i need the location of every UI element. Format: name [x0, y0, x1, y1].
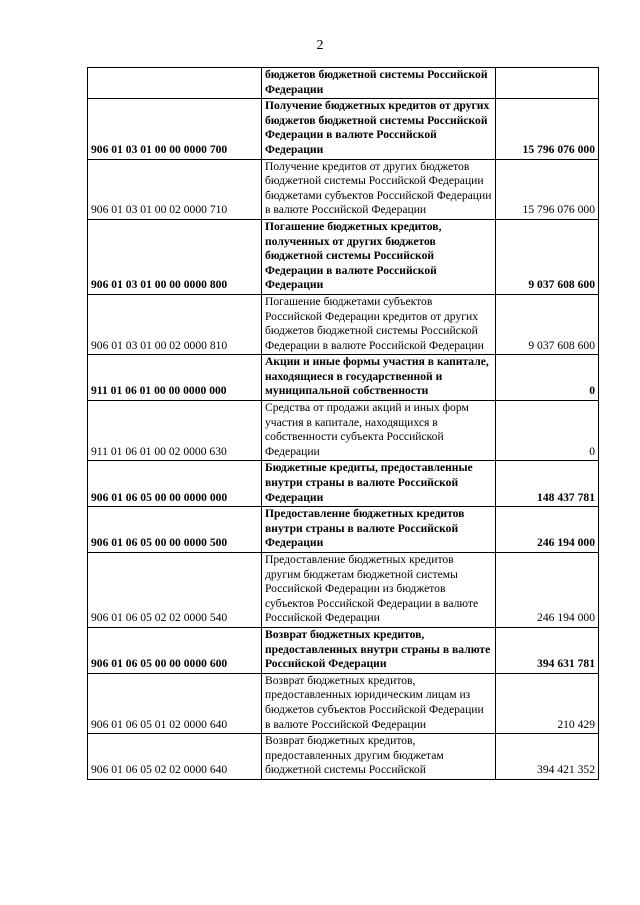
budget-code-cell [88, 68, 262, 99]
table-row [88, 507, 599, 553]
budget-code-cell: 906 01 06 05 02 02 0000 540 [88, 553, 262, 628]
table-body [88, 68, 599, 780]
item-name-cell: Предоставление бюджетных кредитов внутри страны в валюте Российской Федерации [262, 507, 496, 553]
table-row [88, 553, 599, 628]
page-number: 2 [316, 38, 324, 53]
budget-sources-table [87, 67, 599, 780]
budget-code-cell: 906 01 03 01 00 00 0000 800 [88, 219, 262, 294]
budget-code-cell: 911 01 06 01 00 00 0000 000 [88, 355, 262, 401]
item-name-cell: Предоставление бюджетных кредитов другим бюджетам бюджетной системы Российской Федерации из бюджетов субъектов Российской Федерации в валюте Российской Федерации [262, 553, 496, 628]
item-name-cell: Получение бюджетных кредитов от других бюджетов бюджетной системы Российской Федерации в валюте Российской Федерации [262, 99, 496, 159]
item-name-cell: Получение кредитов от других бюджетов бюджетной системы Российской Федерации бюджетами субъектов Российской Федерации в валюте Российской Федерации [262, 159, 496, 219]
amount-cell: 210 429 [496, 673, 599, 733]
table-row [88, 627, 599, 673]
item-name-cell: Возврат бюджетных кредитов, предоставленных внутри страны в валюте Российской Федерации [262, 627, 496, 673]
amount-cell: 246 194 000 [496, 553, 599, 628]
item-name-cell: Средства от продажи акций и иных форм участия в капитале, находящихся в собственности субъекта Российской Федерации [262, 401, 496, 461]
budget-code-cell: 906 01 06 05 00 00 0000 600 [88, 627, 262, 673]
amount-cell: 148 437 781 [496, 461, 599, 507]
table-row [88, 401, 599, 461]
amount-cell [496, 68, 599, 99]
budget-code-cell: 906 01 03 01 00 02 0000 810 [88, 294, 262, 354]
amount-cell: 394 421 352 [496, 734, 599, 780]
item-name-cell: Акции и иные формы участия в капитале, находящиеся в государственной и муниципальной собственности [262, 355, 496, 401]
amount-cell: 9 037 608 600 [496, 294, 599, 354]
budget-code-cell: 906 01 06 05 00 00 0000 000 [88, 461, 262, 507]
amount-cell: 394 631 781 [496, 627, 599, 673]
budget-code-cell: 906 01 06 05 01 02 0000 640 [88, 673, 262, 733]
item-name-cell: Погашение бюджетами субъектов Российской Федерации кредитов от других бюджетов бюджетной системы Российской Федерации в валюте Российской Федерации [262, 294, 496, 354]
budget-code-cell: 906 01 06 05 00 00 0000 500 [88, 507, 262, 553]
table-row [88, 355, 599, 401]
table-row [88, 294, 599, 354]
amount-cell: 9 037 608 600 [496, 219, 599, 294]
budget-code-cell: 911 01 06 01 00 02 0000 630 [88, 401, 262, 461]
table-row [88, 734, 599, 780]
item-name-cell: Возврат бюджетных кредитов, предоставленных другим бюджетам бюджетной системы Российской [262, 734, 496, 780]
item-name-cell: Бюджетные кредиты, предоставленные внутри страны в валюте Российской Федерации [262, 461, 496, 507]
amount-cell: 15 796 076 000 [496, 99, 599, 159]
amount-cell: 15 796 076 000 [496, 159, 599, 219]
table-row [88, 68, 599, 99]
table-row [88, 673, 599, 733]
amount-cell: 0 [496, 401, 599, 461]
budget-code-cell: 906 01 06 05 02 02 0000 640 [88, 734, 262, 780]
item-name-cell: Погашение бюджетных кредитов, полученных от других бюджетов бюджетной системы Российской Федерации в валюте Российской Федерации [262, 219, 496, 294]
amount-cell: 0 [496, 355, 599, 401]
table-row [88, 159, 599, 219]
budget-code-cell: 906 01 03 01 00 00 0000 700 [88, 99, 262, 159]
table-row [88, 461, 599, 507]
item-name-cell: бюджетов бюджетной системы Российской Федерации [262, 68, 496, 99]
budget-code-cell: 906 01 03 01 00 02 0000 710 [88, 159, 262, 219]
table-row [88, 219, 599, 294]
item-name-cell: Возврат бюджетных кредитов, предоставленных юридическим лицам из бюджетов субъектов Российской Федерации в валюте Российской Федерации [262, 673, 496, 733]
amount-cell: 246 194 000 [496, 507, 599, 553]
table-row [88, 99, 599, 159]
